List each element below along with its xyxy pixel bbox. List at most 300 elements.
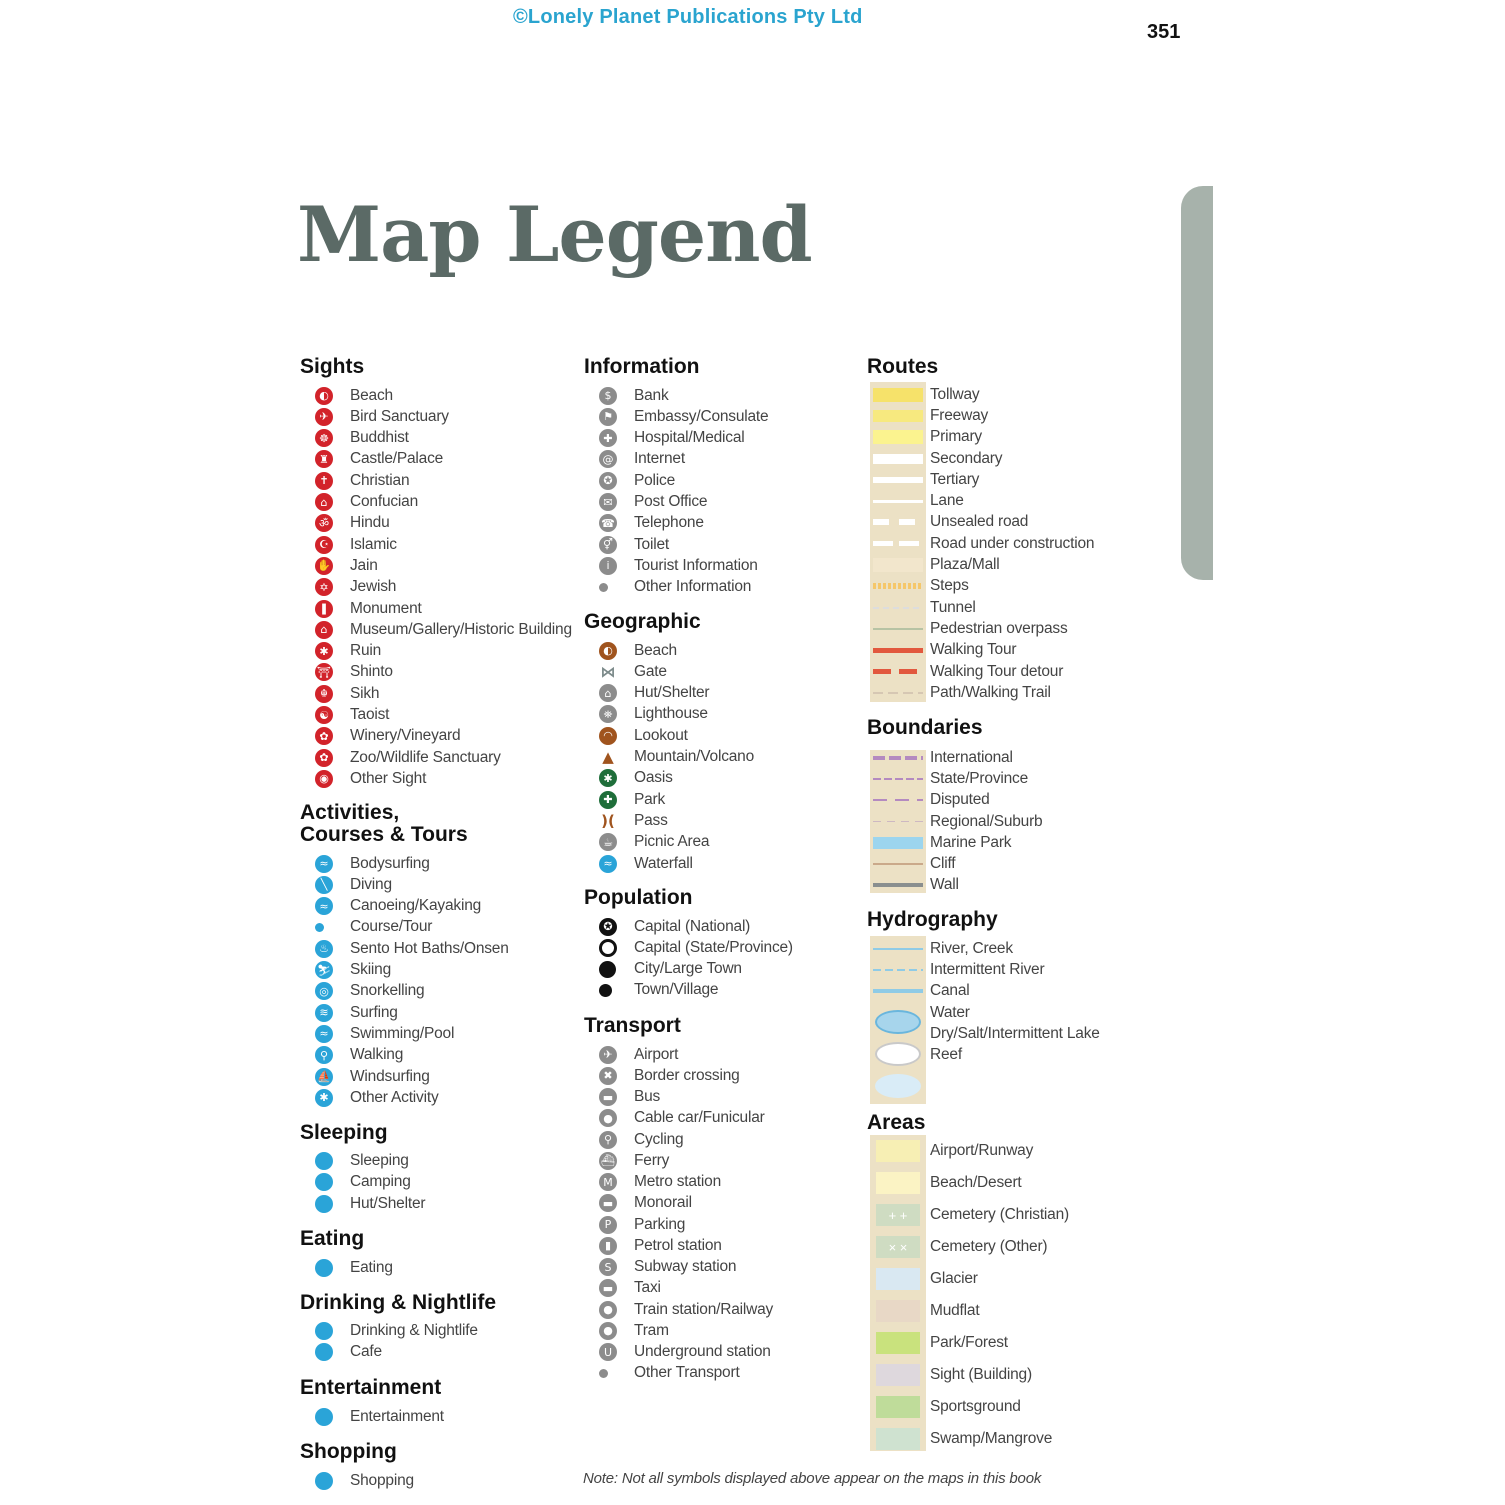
drinking-item-label: Drinking & Nightlife [350,1321,478,1339]
activities-item-icon: ✱ [315,1089,350,1107]
transport-item-icon: S [599,1258,634,1276]
routes-item-label: Lane [930,492,964,510]
boundaries-item [930,854,955,875]
geographic-item-icon: ≈ [599,855,634,873]
activities-title-line2: Courses & Tours [300,823,468,846]
geographic-item [599,640,677,661]
transport-item-icon [599,1369,634,1378]
sights-item-icon: ☬ [315,685,350,703]
sights-item-icon: ✈ [315,408,350,426]
sights-item-label: Bird Sanctuary [350,407,449,425]
hydrography-swatch [873,959,923,980]
boundaries-swatch [873,832,923,853]
drinking-title: Drinking & Nightlife [300,1291,496,1314]
routes-swatch [873,469,923,490]
shopping-item-icon [315,1472,350,1490]
hydrography-item [930,938,1013,959]
areas-item [930,1269,978,1290]
transport-item-icon: M [599,1173,634,1191]
information-item-icon: i [599,557,634,575]
population-item-icon [599,961,634,978]
routes-swatch [873,533,923,554]
boundaries-item-label: Regional/Suburb [930,812,1043,830]
transport-item-label: Taxi [634,1279,661,1297]
information-item-label: Embassy/Consulate [634,407,769,425]
routes-swatch [873,405,923,426]
transport-item-label: Cable car/Funicular [634,1109,765,1127]
boundaries-item [930,811,1042,832]
sights-item-icon: ♜ [315,450,350,468]
transport-item-label: Ferry [634,1151,670,1169]
information-title: Information [584,355,700,378]
transport-item [599,1235,722,1256]
sights-item [315,449,443,470]
activities-item [315,1087,439,1108]
activities-item-icon: ╲ [315,876,350,894]
areas-item-label: Mudflat [930,1302,980,1319]
areas-title: Areas [867,1111,926,1134]
sights-item-label: Monument [350,599,422,617]
sights-item-icon: ✿ [315,727,350,745]
routes-swatch [873,512,923,533]
sights-item [315,428,409,449]
geographic-item-label: Mountain/Volcano [634,748,755,765]
routes-title: Routes [867,355,939,378]
sights-item-icon: ◐ [315,387,350,405]
information-item-icon: @ [599,450,634,468]
transport-item [599,1320,669,1341]
transport-item-label: Parking [634,1215,686,1233]
transport-item-icon: ▬ [599,1279,634,1297]
activities-item [315,853,430,874]
population-item-label: City/Large Town [634,960,742,978]
sights-item-icon: ॐ [315,514,350,532]
transport-item-label: Other Transport [634,1364,740,1382]
sights-item-icon: ☪ [315,536,350,554]
geographic-item-icon: ▲ [602,748,614,766]
sights-item [315,534,397,555]
population-item-icon [599,984,634,997]
information-item-icon: ⚥ [599,536,634,554]
transport-item-icon: ● [599,1301,634,1319]
boundaries-swatch [873,768,923,789]
routes-item [930,405,988,426]
hydrography-area-swatch [875,1074,921,1098]
activities-item [315,960,391,981]
geographic-item-label: Waterfall [634,854,693,872]
information-item-icon: $ [599,387,634,405]
sights-item-icon: ✡ [315,578,350,596]
sights-item-label: Christian [350,471,410,489]
routes-item-label: Road under construction [930,534,1095,552]
population-item-icon: ✪ [599,918,634,936]
geographic-item-icon: ◐ [599,642,634,660]
transport-item [599,1150,669,1171]
transport-item-label: Cycling [634,1130,684,1148]
routes-item [930,661,1063,682]
shopping-item [315,1470,414,1491]
transport-item-icon: ▬ [599,1088,634,1106]
routes-swatch [873,576,923,597]
geographic-item [599,789,665,810]
thumb-tab [1181,186,1213,580]
areas-swatch: + + [873,1199,923,1231]
sights-item [315,768,426,789]
geographic-item-icon: ◠ [599,727,634,745]
transport-item-icon: ● [599,1109,634,1127]
routes-item-label: Unsealed road [930,513,1029,531]
boundaries-item [930,768,1028,789]
information-item-label: Police [634,471,676,489]
information-item [599,470,675,491]
eating-item [315,1257,393,1278]
information-item [599,385,669,406]
sights-item [315,726,460,747]
transport-item [599,1299,773,1320]
drinking-item-label: Cafe [350,1343,382,1360]
geographic-item-icon: ⋈ [600,662,616,681]
sleeping-item [315,1193,425,1214]
activities-item-icon: ≋ [315,1004,350,1022]
sights-item-label: Shinto [350,663,393,681]
routes-swatch [873,640,923,661]
information-item-label: Bank [634,386,669,404]
routes-swatch [873,384,923,405]
activities-item-label: Skiing [350,961,392,978]
hydrography-item-label: Reef [930,1046,962,1064]
information-item [599,534,669,555]
hydrography-item [930,959,1044,980]
population-item [599,916,750,937]
routes-item [930,491,964,512]
boundaries-item [930,832,1011,853]
sights-item-icon: ◉ [315,770,350,788]
transport-item-icon: ✖ [599,1067,634,1085]
hydrography-swatch [873,981,923,1002]
sights-item [315,619,572,640]
hydrography-item [930,981,970,1002]
areas-swatch [873,1263,923,1295]
sights-item-icon: ☸ [315,429,350,447]
geographic-item-label: Pass [634,811,668,829]
geographic-item-icon: ✱ [599,769,634,787]
hydrography-item-label: Dry/Salt/Intermittent Lake [930,1024,1100,1042]
information-item-label: Hospital/Medical [634,429,745,447]
geographic-item [599,683,709,704]
population-item-icon [599,939,634,957]
sights-item-label: Other Sight [350,769,427,787]
routes-item-label: Steps [930,577,969,595]
activities-item-icon: ⚲ [315,1046,350,1064]
activities-item-label: Sento Hot Baths/Onsen [350,939,509,957]
information-item [599,428,745,449]
copyright-line: ©Lonely Planet Publications Pty Ltd [513,6,863,28]
areas-item-label: Airport/Runway [930,1142,1034,1159]
hydrography-item-label: Intermittent River [930,960,1045,978]
information-item-label: Internet [634,450,685,468]
geographic-item [599,725,688,746]
activities-item [315,1002,398,1023]
information-item-icon: ✚ [599,429,634,447]
routes-swatch [873,554,923,575]
information-item [599,555,758,576]
sights-item [315,492,418,513]
routes-item [930,469,979,490]
boundaries-item [930,875,959,896]
hydrography-item [930,1002,970,1023]
activities-item-icon: ◎ [315,982,350,1000]
sights-item-icon: ✝ [315,472,350,490]
sights-item [315,555,378,576]
geographic-item-label: Hut/Shelter [634,684,710,702]
sights-item-label: Castle/Palace [350,450,444,468]
geographic-item [599,661,667,682]
transport-item [599,1363,740,1384]
activities-item-label: Surfing [350,1003,398,1021]
transport-item [599,1278,661,1299]
sights-item [315,406,449,427]
sights-item [315,577,396,598]
areas-item [930,1173,1022,1194]
transport-title: Transport [584,1014,681,1037]
shopping-title: Shopping [300,1440,397,1463]
drinking-item [315,1320,478,1341]
boundaries-swatch [873,811,923,832]
shopping-item-label: Shopping [350,1471,414,1489]
activities-item-icon [315,923,350,932]
transport-item [599,1214,685,1235]
population-item-label: Capital (State/Province) [634,938,793,956]
activities-item-label: Swimming/Pool [350,1024,455,1042]
geographic-item-label: Oasis [634,769,673,787]
sights-item [315,598,422,619]
activities-item-label: Snorkelling [350,982,425,1000]
activities-item-icon: ≈ [315,897,350,915]
sights-item-icon: ⌂ [315,621,350,639]
transport-item-icon: ✈ [599,1046,634,1064]
activities-item-icon: ≈ [315,1025,350,1043]
routes-item [930,576,969,597]
sights-item [315,662,393,683]
boundaries-swatch [873,790,923,811]
transport-item-label: Train station/Railway [634,1300,774,1318]
sights-item [315,641,381,662]
geographic-item-icon: ☕ [599,833,634,851]
sights-item-label: Confucian [350,493,418,510]
transport-item-label: Subway station [634,1258,737,1275]
geographic-item-icon: ✚ [599,791,634,809]
page-number: 351 [1147,21,1181,43]
activities-item [315,981,424,1002]
activities-item-label: Diving [350,875,392,893]
transport-item-label: Border crossing [634,1066,740,1084]
routes-swatch [873,427,923,448]
sleeping-item-icon [315,1152,350,1170]
hydrography-swatch [873,938,923,959]
areas-item [930,1429,1052,1450]
population-item [599,937,793,958]
areas-item-label: Park/Forest [930,1334,1008,1351]
geographic-item [599,810,668,831]
population-item [599,959,742,980]
eating-item-icon [315,1259,350,1277]
sights-item [315,747,501,768]
sleeping-item-label: Sleeping [350,1151,409,1169]
activities-item-icon: ⛷ [315,961,350,979]
boundaries-item-label: Marine Park [930,833,1012,851]
areas-item-label: Swamp/Mangrove [930,1430,1053,1447]
geographic-item-label: Park [634,790,666,808]
sights-item-label: Jain [350,556,378,574]
transport-item-icon: ● [599,1322,634,1340]
geographic-item-label: Beach [634,641,677,659]
information-item-label: Tourist Information [634,556,758,574]
footnote: Note: Not all symbols displayed above appear on the maps in this book [583,1470,1042,1487]
sleeping-item-label: Camping [350,1173,411,1190]
geographic-item-label: Lookout [634,726,688,744]
activities-item-label: Bodysurfing [350,854,430,872]
entertainment-item-icon [315,1408,350,1426]
sights-item-icon: ✱ [315,642,350,660]
transport-item [599,1044,678,1065]
geographic-item-icon: )( [601,811,615,830]
activities-item-icon: ≈ [315,855,350,873]
routes-item-label: Tunnel [930,598,976,616]
areas-item-label: Glacier [930,1270,978,1287]
information-item [599,449,685,470]
information-item-label: Post Office [634,493,708,510]
areas-item [930,1237,1047,1258]
eating-title: Eating [300,1227,365,1250]
sights-item-label: Buddhist [350,429,409,447]
transport-item [599,1087,660,1108]
sights-item-icon: ✋ [315,557,350,575]
information-item-icon [599,583,634,592]
activities-item-label: Course/Tour [350,918,433,936]
geographic-item [599,704,708,725]
sleeping-item [315,1150,409,1171]
sights-item-label: Winery/Vineyard [350,727,461,745]
geographic-item [599,768,673,789]
transport-item-label: Bus [634,1088,661,1105]
sleeping-item-icon [315,1195,350,1213]
drinking-item-icon [315,1322,350,1340]
sights-item-label: Sikh [350,684,380,702]
eating-item-label: Eating [350,1258,393,1276]
routes-item-label: Pedestrian overpass [930,619,1068,637]
activities-item-label: Canoeing/Kayaking [350,897,482,915]
information-item-label: Other Information [634,578,752,596]
routes-item-label: Walking Tour detour [930,662,1064,680]
geographic-item [599,853,693,874]
routes-item [930,682,1051,703]
activities-item [315,1066,430,1087]
activities-title-line1: Activities, [300,801,400,824]
information-item [599,577,751,598]
activities-item-icon: ♨ [315,940,350,958]
areas-item [930,1333,1008,1354]
routes-item-label: Tollway [930,385,980,403]
hydrography-item-label: Canal [930,982,970,1000]
geographic-item-label: Lighthouse [634,705,708,723]
transport-item-icon: ⛴ [599,1152,634,1170]
drinking-item [315,1342,382,1363]
activities-item-icon: ⛵ [315,1068,350,1086]
sights-item [315,513,390,534]
geographic-item-label: Picnic Area [634,833,710,851]
sights-item-label: Museum/Gallery/Historic Building [350,620,572,638]
transport-item [599,1193,692,1214]
transport-item-icon: ▮ [599,1237,634,1255]
transport-item-icon: ▬ [599,1194,634,1212]
routes-swatch [873,682,923,703]
areas-item-label: Sportsground [930,1398,1021,1415]
sights-item-label: Beach [350,386,393,404]
population-item-label: Capital (National) [634,917,751,935]
activities-item-label: Walking [350,1046,404,1064]
activities-item [315,1023,454,1044]
routes-item [930,427,982,448]
page-title: Map Legend [297,190,812,279]
information-item [599,406,768,427]
boundaries-item-label: State/Province [930,769,1029,787]
areas-item-label: Beach/Desert [930,1174,1022,1191]
routes-swatch [873,597,923,618]
areas-swatch [873,1167,923,1199]
sights-item-label: Islamic [350,535,397,553]
activities-item [315,896,481,917]
routes-item-label: Freeway [930,406,989,424]
routes-swatch [873,448,923,469]
information-item [599,513,704,534]
transport-item-label: Tram [634,1321,669,1339]
routes-item [930,618,1068,639]
areas-swatch [873,1359,923,1391]
areas-item [930,1301,979,1322]
transport-item [599,1129,683,1150]
sights-item-icon: ⌂ [315,493,350,511]
areas-item-label: Cemetery (Other) [930,1238,1048,1255]
activities-item [315,917,432,938]
geographic-item [599,747,754,768]
population-item-label: Town/Village [634,981,719,999]
areas-swatch [873,1327,923,1359]
information-item-icon: ✪ [599,472,634,490]
hydrography-item [930,1045,962,1066]
hydrography-item [930,1023,1100,1044]
sights-item [315,470,409,491]
routes-swatch [873,491,923,512]
areas-item [930,1397,1021,1418]
routes-swatch [873,661,923,682]
transport-item [599,1172,721,1193]
information-item-label: Telephone [634,514,704,532]
boundaries-item-label: Cliff [930,855,956,873]
entertainment-title: Entertainment [300,1376,442,1399]
routes-swatch [873,618,923,639]
routes-item [930,640,1016,661]
transport-item-icon: U [599,1343,634,1361]
drinking-item-icon [315,1343,350,1361]
hydrography-area-swatch [875,1042,921,1066]
routes-item-label: Primary [930,428,982,446]
routes-item [930,597,976,618]
sights-item-icon: ⛩ [315,663,350,681]
activities-item [315,874,392,895]
sights-item-label: Taoist [350,706,390,723]
sights-title: Sights [300,355,365,378]
information-item-icon: ☎ [599,514,634,532]
